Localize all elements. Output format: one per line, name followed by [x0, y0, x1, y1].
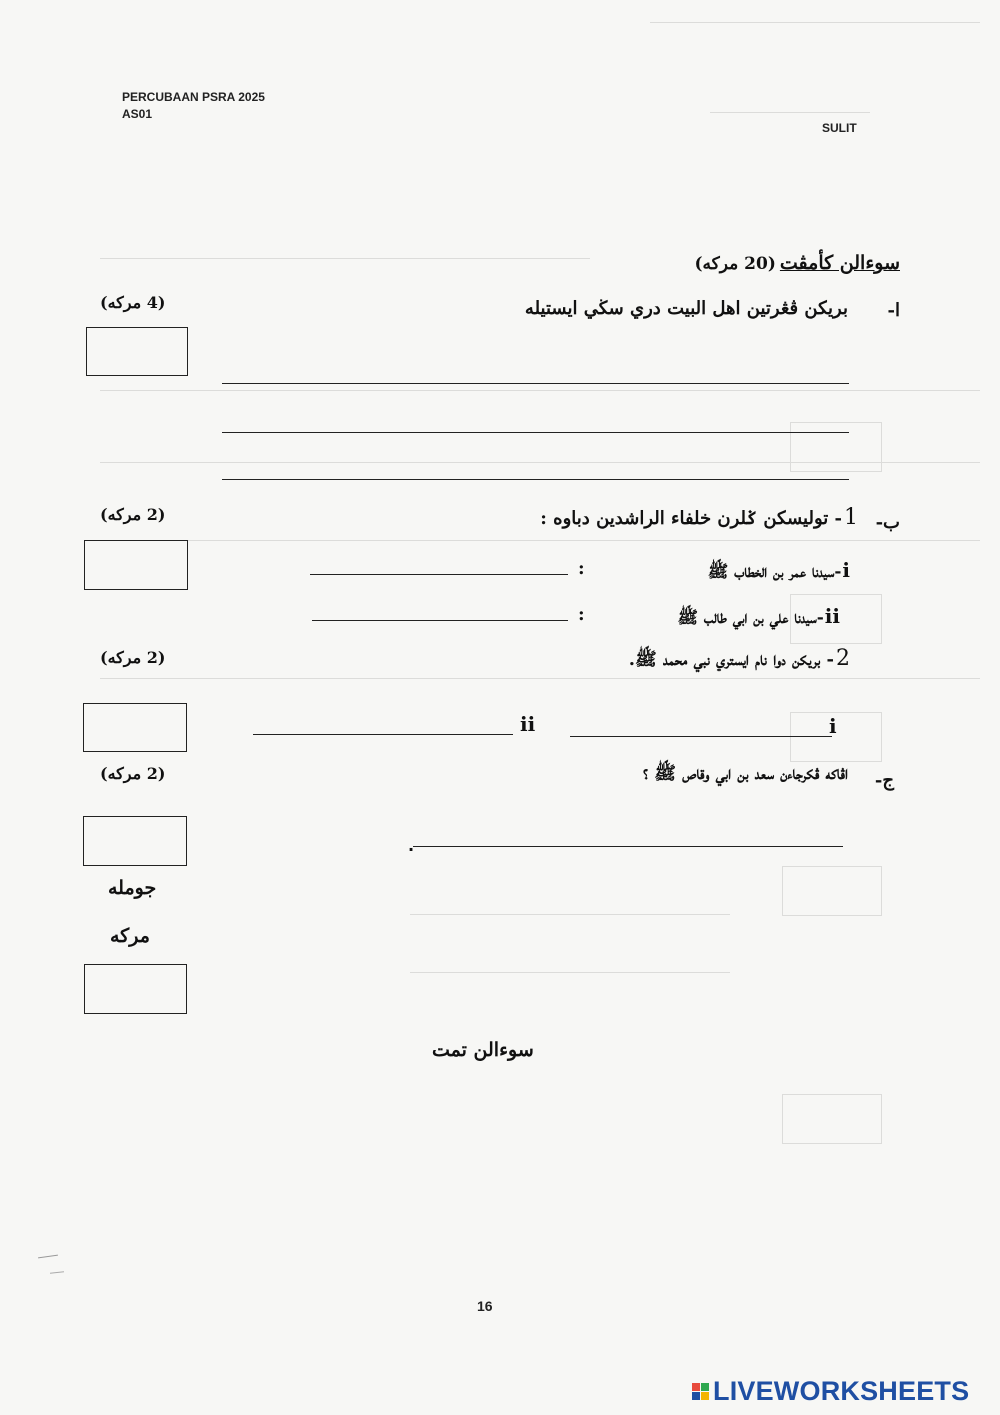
- section-title: سوءالن كأمڤت: [779, 252, 900, 274]
- classification-label: SULIT: [822, 121, 857, 135]
- bleed-line: [650, 22, 980, 23]
- scan-mark: [50, 1271, 64, 1273]
- question-a-score-box[interactable]: [86, 327, 188, 376]
- item-text: -سيدنا عمر بن الخطاب ﷺ: [707, 562, 842, 582]
- bleed-box: [790, 422, 882, 472]
- item-numeral: ii: [824, 604, 840, 628]
- question-a-text: بريكن ڤڠرتين اهل البيت دري سڬي ايستيله: [524, 298, 848, 319]
- section-total-marks: (20 مركه): [694, 254, 776, 274]
- question-b2-marks: (2 مركه): [100, 648, 166, 667]
- item-colon: :: [578, 604, 585, 625]
- question-b1-item-1: [708, 558, 850, 586]
- period-mark: .: [408, 836, 415, 855]
- question-b2-answer-line-1[interactable]: [570, 736, 832, 737]
- question-b2-numeral-i: i: [829, 714, 837, 738]
- total-label-line-2: مركه: [110, 925, 150, 947]
- total-score-box[interactable]: [84, 964, 187, 1014]
- question-b1-heading: [540, 505, 858, 530]
- question-b1-item-2: [677, 604, 840, 632]
- paper-code: AS01: [122, 107, 153, 121]
- liveworksheets-watermark: [692, 1376, 969, 1407]
- bleed-line: [410, 972, 730, 973]
- question-b2-numeral-ii: ii: [520, 712, 536, 736]
- question-a-label: ا-: [887, 300, 900, 321]
- question-b1-answer-line-2[interactable]: [312, 620, 568, 621]
- exam-title: PERCUBAAN PSRA 2025: [122, 90, 265, 104]
- question-b1-answer-line-1[interactable]: [310, 574, 568, 575]
- question-c-label: ج-: [874, 770, 894, 791]
- bleed-line: [100, 678, 980, 679]
- item-text: -سيدنا علي بن ابي طالب ﷺ: [677, 608, 824, 628]
- question-c-score-box[interactable]: [83, 816, 187, 866]
- bleed-box: [782, 1094, 882, 1144]
- section-heading: [695, 252, 900, 274]
- question-b2-number: 2: [836, 646, 850, 671]
- question-b1-marks: (2 مركه): [100, 505, 166, 524]
- page-number: 16: [477, 1298, 493, 1314]
- total-label-line-1: جومله: [108, 877, 157, 899]
- bleed-line: [710, 112, 870, 113]
- question-b1-score-box[interactable]: [84, 540, 188, 590]
- bleed-line: [410, 914, 730, 915]
- question-b2-answer-line-2[interactable]: [253, 734, 513, 735]
- question-b1-text: - توليسكن ݢلرن خلفاء الراشدين دباوه :: [540, 508, 842, 529]
- bleed-line: [100, 540, 980, 541]
- question-b1-number: 1: [844, 505, 858, 530]
- scan-mark: [38, 1255, 58, 1259]
- question-b2-score-box[interactable]: [83, 703, 187, 752]
- bleed-line: [100, 258, 590, 259]
- question-b2-text: - بريكن دوا نام ايستري نبي محمد ﷺ.: [628, 649, 834, 670]
- item-colon: :: [578, 558, 585, 579]
- watermark-brand: LIVEWORKSHEETS: [713, 1376, 970, 1406]
- question-b-label: ب-: [875, 512, 900, 533]
- question-a-answer-line-3[interactable]: [222, 479, 849, 480]
- question-a-marks: (4 مركه): [100, 293, 166, 312]
- question-a-answer-line-2[interactable]: [222, 432, 849, 433]
- question-c-answer-line[interactable]: [413, 846, 843, 847]
- bleed-box: [782, 866, 882, 916]
- liveworksheets-logo-icon: [692, 1383, 709, 1400]
- question-c-text: اڤاكه ڤكرجاءن سعد بن ابي وقاص ﷺ ؟: [643, 763, 848, 784]
- question-b2-heading: [629, 646, 850, 674]
- question-c-marks: (2 مركه): [100, 764, 166, 783]
- bleed-line: [100, 390, 980, 391]
- item-numeral: i: [842, 558, 850, 582]
- question-a-answer-line-1[interactable]: [222, 383, 849, 384]
- end-of-questions: سوءالن تمت: [432, 1039, 534, 1061]
